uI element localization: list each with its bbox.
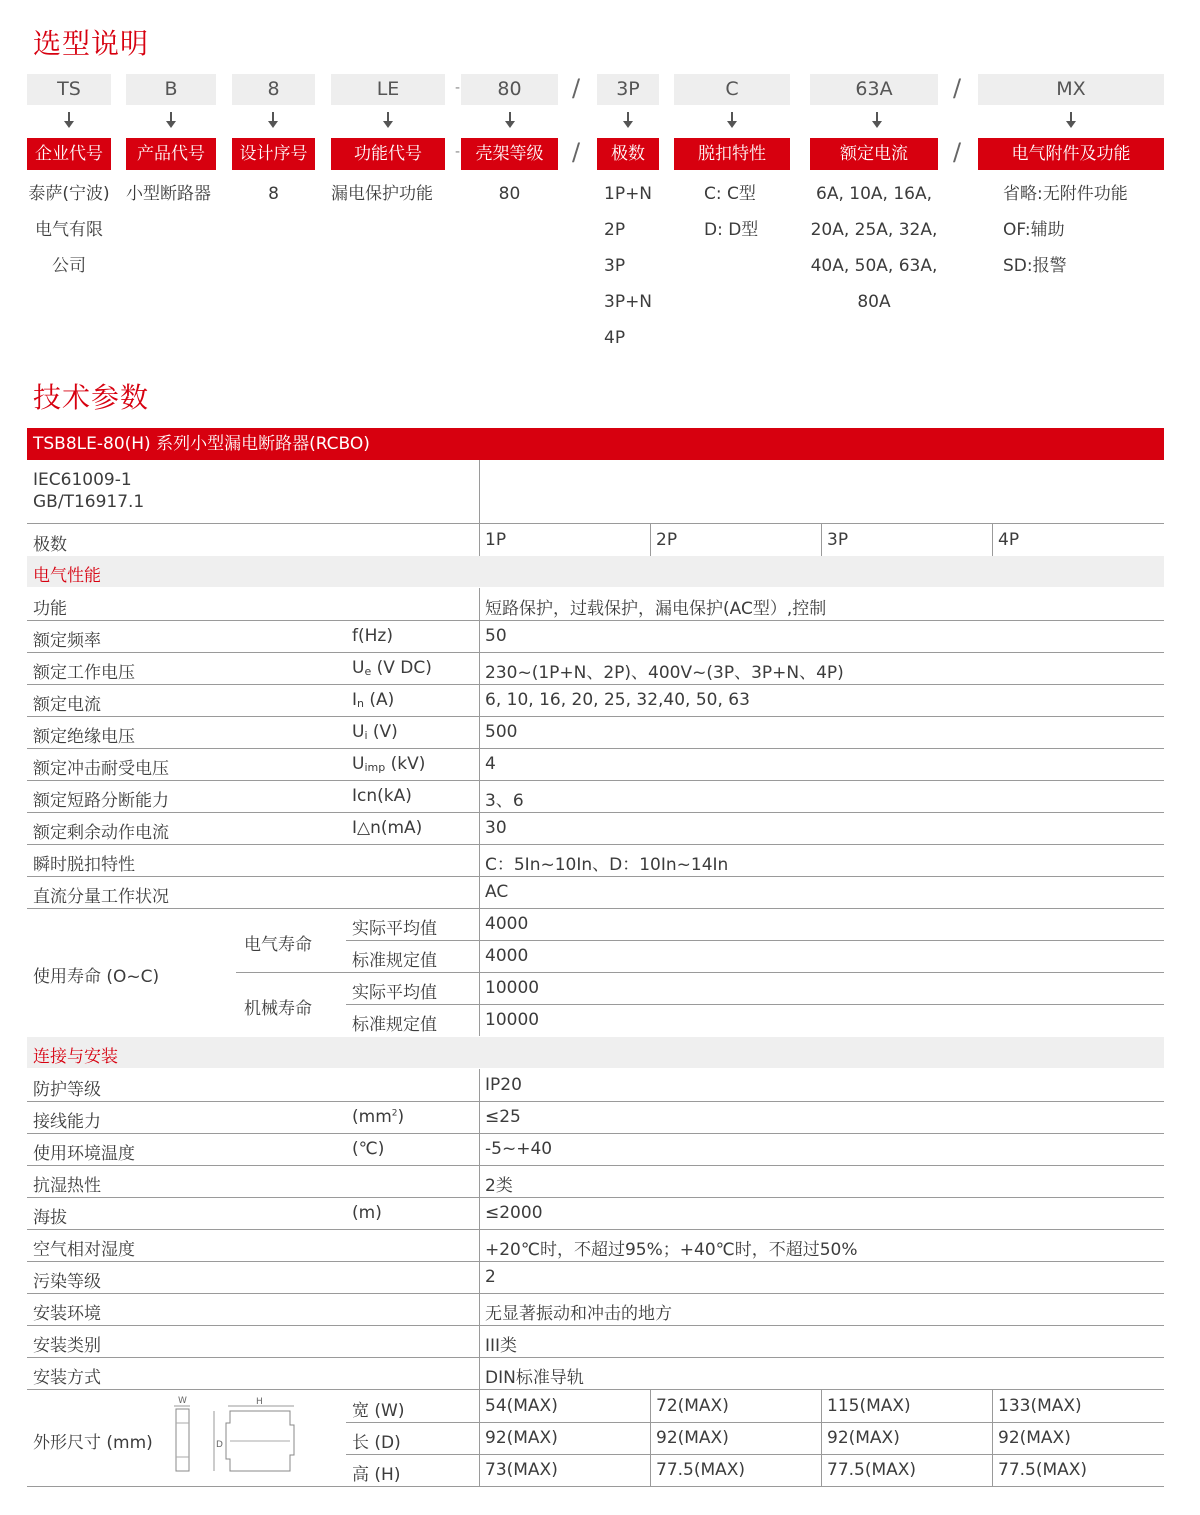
row-value: 3、6 [485, 791, 524, 811]
life-value: 10000 [485, 978, 540, 998]
code-box-frame: 80 [461, 74, 558, 105]
divider [27, 1486, 1164, 1487]
row-value: 2 [485, 1267, 496, 1287]
divider [650, 1390, 651, 1486]
divider [27, 1101, 1164, 1102]
row-value: III类 [485, 1336, 518, 1356]
code-box-company: TS [27, 74, 111, 105]
code-box-trip: C [674, 74, 790, 105]
row-value: +20℃时，不超过95%；+40℃时，不超过50% [485, 1240, 858, 1260]
divider [27, 748, 1164, 749]
row-name: 安装方式 [33, 1368, 101, 1388]
standards-cell: IEC61009-1 GB/T16917.1 [33, 470, 145, 512]
divider [27, 620, 1164, 621]
divider [27, 1197, 1164, 1198]
slash-separator: / [953, 138, 962, 166]
row-symbol: I△n(mA) [352, 818, 423, 838]
pole-3p: 3P [827, 530, 849, 550]
row-value: 短路保护，过载保护，漏电保护(AC型）,控制 [485, 599, 827, 619]
slash-separator: / [572, 74, 581, 102]
row-name: 额定电流 [33, 695, 101, 715]
row-value: 230~(1P+N、2P)、400V~(3P、3P+N、4P) [485, 663, 844, 683]
dim-value: 72(MAX) [656, 1396, 729, 1416]
row-symbol: Icn(kA) [352, 786, 412, 806]
row-value: -5~+40 [485, 1139, 553, 1159]
slash-separator: / [572, 138, 581, 166]
row-name: 功能 [33, 599, 67, 619]
divider [27, 1261, 1164, 1262]
row-name: 瞬时脱扣特性 [33, 855, 135, 875]
label-design: 设计序号 [232, 138, 315, 170]
desc-poles: 1P+N 2P 3P 3P+N 4P [604, 184, 653, 348]
row-value: C：5In~10In、D：10In~14In [485, 855, 729, 875]
label-function: 功能代号 [331, 138, 445, 170]
row-symbol: $U_i$ (V) [352, 722, 398, 742]
code-box-function: LE [331, 74, 445, 105]
section-install: 连接与安装 [27, 1037, 1164, 1068]
life-standard: 标准规定值 [352, 1015, 437, 1035]
row-name: 空气相对湿度 [33, 1240, 135, 1260]
divider [236, 972, 1164, 973]
svg-text:W: W [178, 1396, 187, 1406]
dim-value: 115(MAX) [827, 1396, 911, 1416]
divider [27, 1389, 1164, 1390]
dimensions-label: 外形尺寸 (mm) [33, 1433, 153, 1453]
dim-value: 92(MAX) [998, 1428, 1071, 1448]
row-name: 使用环境温度 [33, 1144, 135, 1164]
label-product: 产品代号 [126, 138, 216, 170]
divider [27, 908, 1164, 909]
divider [27, 1325, 1164, 1326]
row-value: 30 [485, 818, 507, 838]
divider [27, 684, 1164, 685]
desc-function: 漏电保护功能 [331, 184, 433, 204]
row-name: 接线能力 [33, 1112, 101, 1132]
row-value: 6, 10, 16, 20, 25, 32,40, 50, 63 [485, 690, 750, 710]
dim-height-label: 高 (H) [352, 1465, 401, 1485]
divider [346, 1454, 1164, 1455]
dim-value: 77.5(MAX) [827, 1460, 917, 1480]
life-mechanical: 机械寿命 [244, 999, 312, 1019]
divider [27, 812, 1164, 813]
divider [346, 1422, 1164, 1423]
divider [27, 844, 1164, 845]
life-value: 4000 [485, 914, 529, 934]
life-value: 10000 [485, 1010, 540, 1030]
row-symbol: (m) [352, 1203, 382, 1223]
row-value: AC [485, 882, 509, 902]
dim-value: 133(MAX) [998, 1396, 1082, 1416]
row-name: 抗湿热性 [33, 1176, 101, 1196]
life-actual: 实际平均值 [352, 919, 437, 939]
label-poles: 极数 [597, 138, 659, 170]
row-value: ≤25 [485, 1107, 521, 1127]
dim-value: 54(MAX) [485, 1396, 558, 1416]
row-symbol: $U_{imp}$ (kV) [352, 754, 426, 774]
dim-value: 92(MAX) [485, 1428, 558, 1448]
life-value: 4000 [485, 946, 529, 966]
divider [27, 652, 1164, 653]
row-value: 无显著振动和冲击的地方 [485, 1304, 672, 1324]
breaker-dimension-diagram-icon [170, 1393, 300, 1483]
dim-value: 92(MAX) [656, 1428, 729, 1448]
desc-product: 小型断路器 [126, 184, 211, 204]
divider [27, 1357, 1164, 1358]
divider [27, 1133, 1164, 1134]
divider [27, 1229, 1164, 1230]
row-name: 海拔 [33, 1208, 67, 1228]
divider [27, 1165, 1164, 1166]
row-name: 额定绝缘电压 [33, 727, 135, 747]
row-value: 50 [485, 626, 507, 646]
row-value: IP20 [485, 1075, 522, 1095]
row-value: 2类 [485, 1176, 513, 1196]
dim-length-label: 长 (D) [352, 1433, 401, 1453]
row-name: 额定短路分断能力 [33, 791, 169, 811]
pole-1p: 1P [485, 530, 507, 550]
row-symbol: f(Hz) [352, 626, 393, 646]
dim-width-label: 宽 (W) [352, 1401, 405, 1421]
selection-title: 选型说明 [33, 27, 150, 60]
divider [821, 523, 822, 556]
dim-value: 92(MAX) [827, 1428, 900, 1448]
section-electrical: 电气性能 [27, 556, 1164, 587]
divider [479, 588, 480, 1036]
desc-frame: 80 [498, 184, 521, 204]
row-name: 额定频率 [33, 631, 101, 651]
svg-text:H: H [256, 1397, 263, 1407]
row-value: ≤2000 [485, 1203, 543, 1223]
divider [27, 523, 1164, 524]
divider [27, 780, 1164, 781]
life-standard: 标准规定值 [352, 951, 437, 971]
life-label: 使用寿命 (O~C) [33, 967, 160, 987]
divider [27, 716, 1164, 717]
row-name: 安装类别 [33, 1336, 101, 1356]
code-box-current: 63A [810, 74, 938, 105]
desc-current: 6A, 10A, 16A, 20A, 25A, 32A, 40A, 50A, 63A, 80A [810, 184, 938, 312]
row-symbol: $U_e$ (V DC) [352, 658, 432, 678]
row-value: DIN标准导轨 [485, 1368, 584, 1388]
dash-separator: - [455, 144, 461, 160]
divider [821, 1390, 822, 1486]
dash-separator: - [455, 80, 461, 96]
row-value: 500 [485, 722, 518, 742]
divider [346, 1004, 1164, 1005]
row-symbol: $(mm^2)$ [352, 1107, 405, 1127]
life-actual: 实际平均值 [352, 983, 437, 1003]
dim-value: 77.5(MAX) [998, 1460, 1088, 1480]
row-symbol: (℃) [352, 1139, 385, 1159]
dim-value: 73(MAX) [485, 1460, 558, 1480]
life-electrical: 电气寿命 [244, 935, 312, 955]
row-symbol: $I_n$ (A) [352, 690, 395, 710]
label-trip: 脱扣特性 [674, 138, 790, 170]
svg-text:D: D [216, 1440, 223, 1450]
label-company: 企业代号 [27, 138, 111, 170]
row-name: 直流分量工作状况 [33, 887, 169, 907]
pole-4p: 4P [998, 530, 1020, 550]
divider [479, 460, 480, 563]
dim-value: 77.5(MAX) [656, 1460, 746, 1480]
code-box-accessory: MX [978, 74, 1164, 105]
desc-design: 8 [268, 184, 279, 204]
desc-company: 泰萨(宁波) 电气有限 公司 [28, 184, 110, 276]
spec-table-header: TSB8LE-80(H) 系列小型漏电断路器(RCBO) [27, 428, 1164, 460]
poles-label: 极数 [33, 535, 67, 555]
label-frame: 壳架等级 [461, 138, 558, 170]
divider [992, 523, 993, 556]
divider [27, 1293, 1164, 1294]
row-name: 污染等级 [33, 1272, 101, 1292]
code-box-product: B [126, 74, 216, 105]
divider [346, 940, 1164, 941]
label-current: 额定电流 [810, 138, 938, 170]
row-name: 额定剩余动作电流 [33, 823, 169, 843]
divider [27, 876, 1164, 877]
row-name: 额定冲击耐受电压 [33, 759, 169, 779]
divider [479, 1069, 480, 1486]
code-box-design: 8 [232, 74, 315, 105]
row-name: 防护等级 [33, 1080, 101, 1100]
tech-title: 技术参数 [33, 381, 150, 414]
label-accessory: 电气附件及功能 [978, 138, 1164, 170]
slash-separator: / [953, 74, 962, 102]
code-box-poles: 3P [597, 74, 659, 105]
divider [992, 1390, 993, 1486]
divider [650, 523, 651, 556]
desc-accessory: 省略:无附件功能 OF:辅助 SD:报警 [1003, 184, 1128, 276]
pole-2p: 2P [656, 530, 678, 550]
row-name: 安装环境 [33, 1304, 101, 1324]
row-name: 额定工作电压 [33, 663, 135, 683]
row-value: 4 [485, 754, 496, 774]
desc-trip: C: C型 D: D型 [704, 184, 759, 240]
